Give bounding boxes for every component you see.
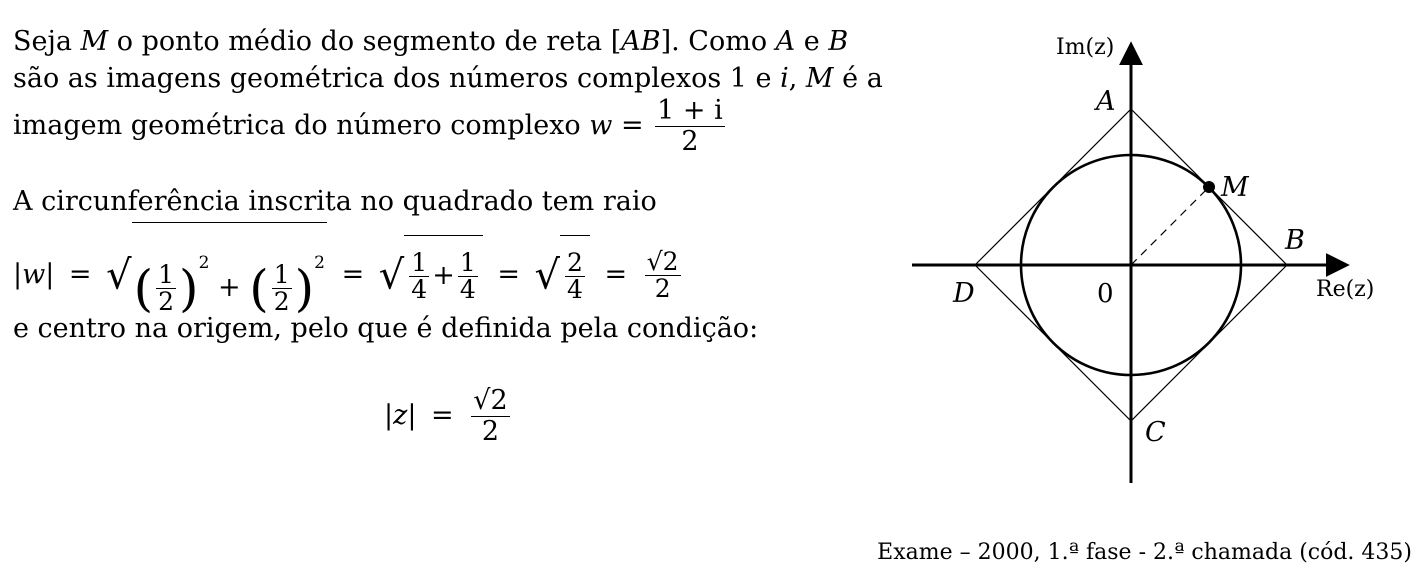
radical-sign: √ bbox=[106, 252, 132, 299]
fraction-denominator: 2 bbox=[481, 416, 500, 447]
paren-left: ( bbox=[249, 259, 269, 318]
point-M bbox=[1203, 181, 1215, 193]
fraction-numerator: 1 bbox=[459, 247, 476, 277]
symbol-w: w bbox=[589, 110, 613, 141]
paren-right: ) bbox=[294, 259, 315, 318]
origin-label: 0 bbox=[1097, 279, 1114, 309]
text-line-4: A circunferência inscrita no quadrado tem raio bbox=[13, 186, 657, 217]
source-footer: Exame – 2000, 1.ª fase - 2.ª chamada (cód. 435) bbox=[877, 540, 1412, 565]
paren-right: ) bbox=[179, 259, 199, 318]
equals-sign: = bbox=[604, 258, 628, 290]
fraction-denominator: 2 bbox=[654, 273, 671, 303]
abs-z: |z| bbox=[384, 400, 417, 431]
symbol-A: A bbox=[775, 26, 796, 57]
symbol-AB: AB bbox=[621, 26, 661, 57]
symbol-M: M bbox=[80, 26, 109, 57]
text-fragment: Seja bbox=[13, 26, 81, 57]
abs-w: |w| bbox=[13, 258, 55, 290]
radical-sign: √ bbox=[378, 252, 405, 299]
paren-left: ( bbox=[133, 259, 154, 318]
x-axis-label: Re(z) bbox=[1316, 277, 1375, 302]
label-C: C bbox=[1145, 417, 1166, 448]
text-line-6: e centro na origem, pelo que é definida pela condição: bbox=[13, 313, 759, 344]
radical-sign: √ bbox=[534, 252, 561, 299]
label-D: D bbox=[953, 278, 975, 309]
plus-sign: + bbox=[217, 272, 241, 303]
fraction-numerator: √2 bbox=[473, 385, 508, 416]
y-axis-label: Im(z) bbox=[1056, 35, 1115, 60]
label-B: B bbox=[1285, 225, 1305, 256]
fraction-numerator: 1 bbox=[411, 247, 428, 277]
text-fragment: imagem geométrica do número complexo bbox=[13, 110, 590, 141]
text-fragment: é a bbox=[833, 63, 883, 94]
symbol-i: i bbox=[780, 63, 789, 94]
equals-sign: = bbox=[612, 110, 653, 141]
label-M: M bbox=[1221, 172, 1249, 203]
exponent: 2 bbox=[198, 253, 210, 273]
label-A: A bbox=[1096, 86, 1116, 117]
fraction-numerator: 2 bbox=[567, 247, 583, 277]
symbol-B: B bbox=[828, 26, 849, 57]
fraction-denominator: 2 bbox=[681, 126, 699, 157]
exponent: 2 bbox=[314, 253, 325, 273]
text-fragment: o ponto médio do segmento de reta [ bbox=[108, 26, 622, 57]
fraction-numerator: 1 bbox=[158, 260, 175, 289]
fraction-denominator: 4 bbox=[411, 274, 428, 304]
fraction-denominator: 4 bbox=[567, 274, 583, 304]
fraction-numerator: √2 bbox=[646, 246, 679, 276]
text-fragment: e bbox=[795, 26, 829, 57]
text-fragment: , bbox=[788, 63, 806, 94]
symbol-M: M bbox=[805, 63, 834, 94]
fraction-numerator: 1 + i bbox=[657, 95, 723, 126]
text-fragment: são as imagens geométrica dos números complexos 1 e bbox=[13, 63, 781, 94]
equals-sign: = bbox=[68, 258, 92, 290]
equals-sign: = bbox=[341, 258, 365, 290]
radius-dashed-line bbox=[1131, 187, 1209, 265]
text-fragment: ]. Como bbox=[660, 26, 776, 57]
fraction-denominator: 2 bbox=[158, 287, 175, 316]
fraction-denominator: 4 bbox=[459, 274, 476, 304]
fraction-numerator: 1 bbox=[273, 260, 290, 289]
equals-sign: = bbox=[431, 400, 454, 431]
plus-sign: + bbox=[432, 259, 455, 291]
fraction-denominator: 2 bbox=[273, 287, 290, 316]
equals-sign: = bbox=[497, 258, 520, 290]
